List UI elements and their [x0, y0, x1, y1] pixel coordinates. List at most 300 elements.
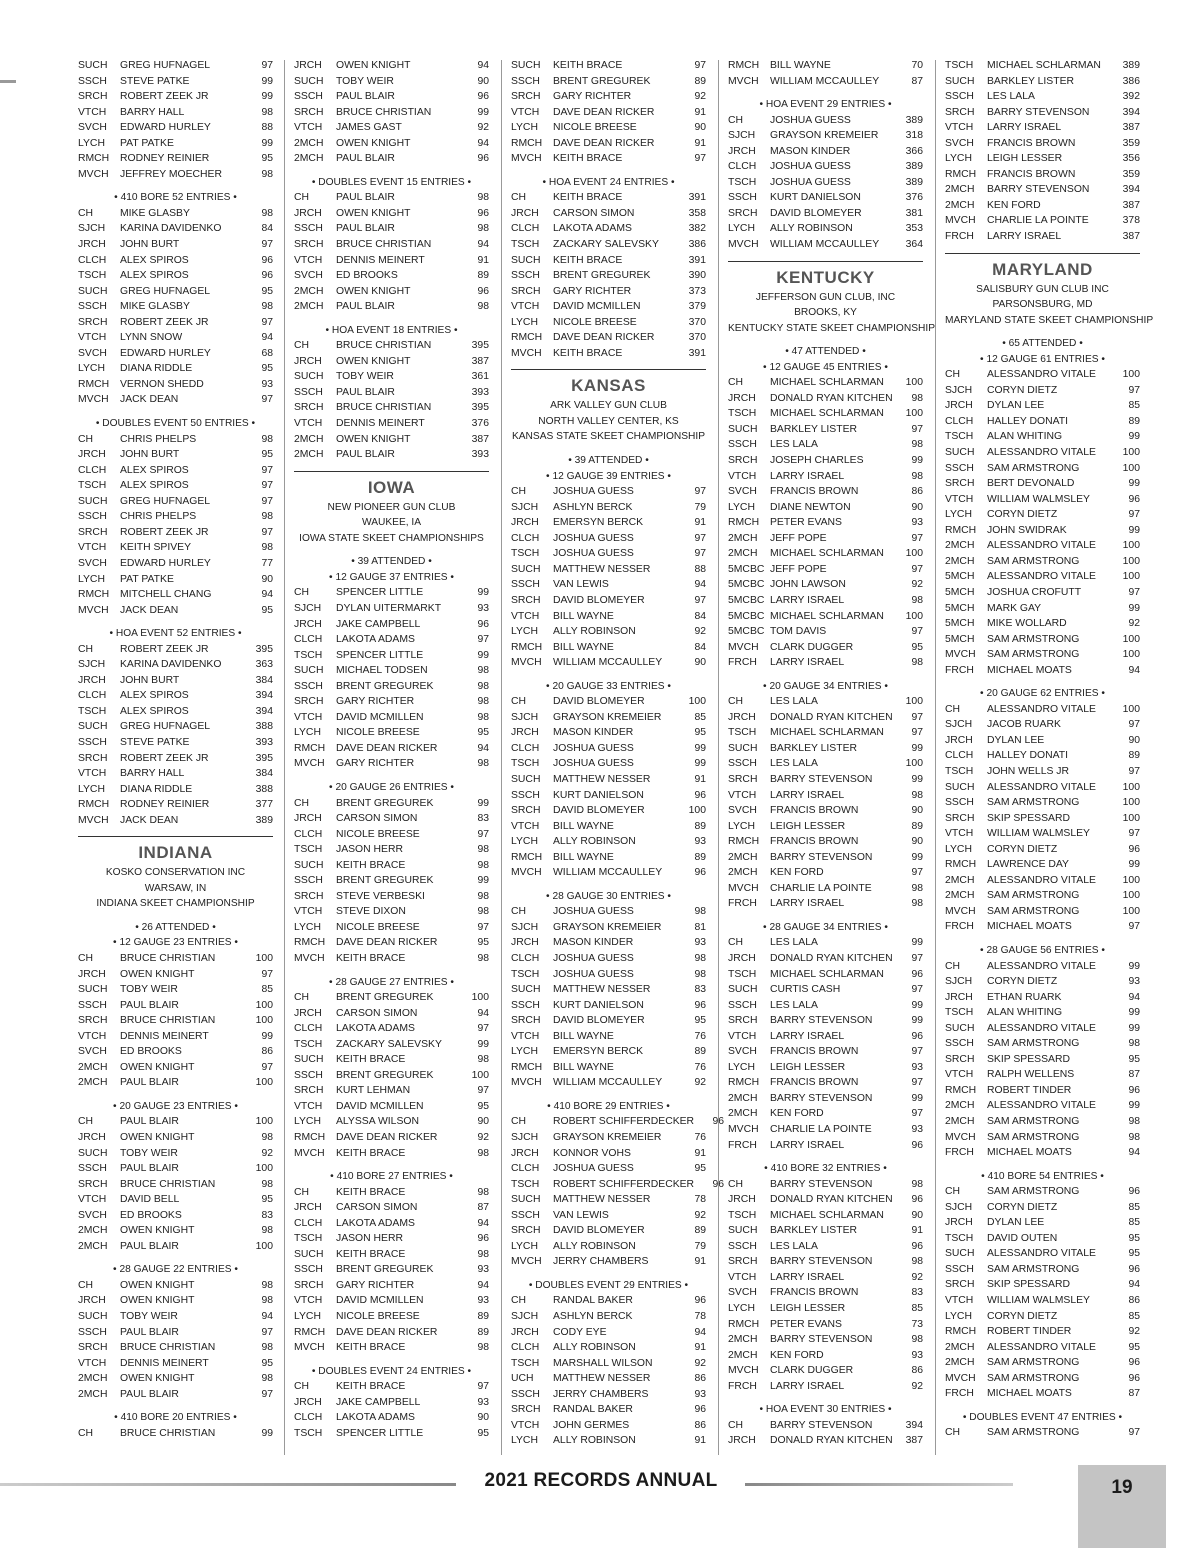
shooter-name: OWEN KNIGHT [120, 1061, 195, 1073]
result-row [728, 850, 923, 866]
result-row [78, 782, 273, 798]
result-row [728, 453, 923, 469]
result-row [294, 663, 489, 679]
class-code: TSCH [294, 844, 323, 856]
result-row [945, 780, 1140, 796]
class-code: CLCH [78, 254, 107, 266]
score: 356 [1122, 153, 1140, 165]
result-row [728, 1418, 923, 1434]
shooter-name: DYLAN LEE [987, 1217, 1045, 1229]
result-row [294, 920, 489, 936]
result-row [78, 797, 273, 813]
score: 83 [911, 1287, 923, 1299]
class-code: FRCH [945, 231, 974, 243]
result-row [294, 221, 489, 237]
result-row [511, 74, 706, 90]
result-row [728, 694, 923, 710]
result-row [511, 330, 706, 346]
score: 87 [1128, 1069, 1140, 1081]
shooter-name: BRUCE CHRISTIAN [120, 1427, 216, 1439]
result-row [294, 796, 489, 812]
score: 318 [905, 130, 923, 142]
class-code: 2MCH [728, 867, 758, 879]
event-heading: • 410 BORE 52 ENTRIES • [114, 192, 237, 204]
event-heading: • 410 BORE 54 ENTRIES • [981, 1170, 1104, 1182]
class-code: TSCH [945, 1007, 974, 1019]
event-heading: • HOA EVENT 29 ENTRIES • [759, 99, 892, 111]
result-row [728, 593, 923, 609]
result-row [728, 624, 923, 640]
score: 97 [1128, 765, 1140, 777]
class-code: LYCH [511, 1240, 538, 1252]
class-code: SSCH [728, 758, 757, 770]
shooter-name: DAVID BLOMEYER [553, 1015, 645, 1027]
shooter-name: ROBERT TINDER [987, 1326, 1072, 1338]
score: 99 [1128, 1007, 1140, 1019]
shooter-name: WILLIAM WALMSLEY [987, 1295, 1090, 1307]
result-row [78, 813, 273, 829]
class-code: VTCH [294, 254, 323, 266]
class-code: 2MCH [945, 1100, 975, 1112]
shooter-name: JOSHUA CROFUTT [987, 586, 1082, 598]
class-code: 5MCH [945, 602, 975, 614]
result-row [294, 58, 489, 74]
class-code: LYCH [728, 1061, 755, 1073]
shooter-name: PAUL BLAIR [120, 1240, 179, 1252]
shooter-name: CHRIS PHELPS [120, 511, 197, 523]
result-row [294, 400, 489, 416]
class-code: SRCH [945, 106, 975, 118]
shooter-name: BARRY STEVENSON [770, 851, 873, 863]
score: 96 [694, 789, 706, 801]
class-code: JRCH [294, 355, 322, 367]
class-code: SSCH [78, 1163, 107, 1175]
shooter-name: SKIP SPESSARD [987, 812, 1070, 824]
shooter-name: KEITH BRACE [336, 1342, 406, 1354]
result-row [728, 221, 923, 237]
result-row [945, 585, 1140, 601]
result-row [945, 1052, 1140, 1068]
score: 88 [694, 563, 706, 575]
shooter-name: WILLIAM MCCAULLEY [553, 657, 663, 669]
shooter-name: JACOB RUARK [987, 719, 1061, 731]
result-row [945, 888, 1140, 904]
score: 98 [477, 906, 489, 918]
state-heading: KENTUCKY [776, 267, 875, 287]
shooter-name: OWEN KNIGHT [120, 1373, 195, 1385]
class-code: SRCH [511, 91, 541, 103]
result-row [728, 1254, 923, 1270]
class-code: SUCH [511, 254, 541, 266]
event-heading: • HOA EVENT 18 ENTRIES • [325, 324, 458, 336]
shooter-name: ALEX SPIROS [120, 270, 189, 282]
result-row [945, 974, 1140, 990]
result-row [511, 640, 706, 656]
shooter-name: BRENT GREGUREK [553, 75, 651, 87]
result-row [945, 811, 1140, 827]
shooter-name: JOSHUA GUESS [553, 1163, 634, 1175]
score: 388 [255, 783, 273, 795]
result-row [78, 1371, 273, 1387]
shooter-name: PAUL BLAIR [336, 91, 395, 103]
score: 99 [1128, 960, 1140, 972]
score: 90 [477, 1412, 489, 1424]
shooter-name: JASON HERR [336, 844, 403, 856]
shooter-name: SPENCER LITTLE [336, 587, 424, 599]
result-row [728, 1029, 923, 1045]
class-code: VTCH [78, 106, 107, 118]
result-row [511, 1340, 706, 1356]
shooter-name: ED BROOKS [336, 270, 398, 282]
result-row [511, 725, 706, 741]
score: 395 [255, 643, 273, 655]
score: 391 [688, 192, 706, 204]
shooter-name: BRUCE CHRISTIAN [336, 402, 432, 414]
class-code: JRCH [78, 674, 106, 686]
result-row [945, 1277, 1140, 1293]
score: 98 [261, 1295, 273, 1307]
result-row [294, 1099, 489, 1115]
result-row [728, 74, 923, 90]
result-row [511, 1239, 706, 1255]
result-row [78, 688, 273, 704]
result-row [511, 268, 706, 284]
result-row [294, 1068, 489, 1084]
class-code: 5MCH [945, 633, 975, 645]
class-code: TSCH [728, 1209, 757, 1221]
result-row [728, 951, 923, 967]
result-row [78, 299, 273, 315]
result-row [511, 850, 706, 866]
class-code: CLCH [511, 742, 540, 754]
shooter-name: ALESSANDRO VITALE [987, 1341, 1096, 1353]
class-code: 5MCH [945, 618, 975, 630]
shooter-name: KURT DANIELSON [553, 999, 644, 1011]
result-row [511, 998, 706, 1014]
score: 394 [905, 1419, 923, 1431]
result-row [945, 476, 1140, 492]
result-row [945, 873, 1140, 889]
class-code: FRCH [945, 1147, 974, 1159]
class-code: MVCH [728, 75, 759, 87]
result-row [945, 1340, 1140, 1356]
result-row [511, 1387, 706, 1403]
shooter-name: ZACKARY SALEVSKY [336, 1038, 442, 1050]
shooter-name: VERNON SHEDD [120, 378, 204, 390]
shooter-name: PAT PATKE [120, 137, 174, 149]
shooter-name: LES LALA [770, 999, 818, 1011]
score: 76 [694, 1061, 706, 1073]
score: 100 [905, 377, 923, 389]
shooter-name: LES LALA [770, 937, 818, 949]
score: 97 [1128, 828, 1140, 840]
shooter-name: SKIP SPESSARD [987, 1279, 1070, 1291]
result-row [945, 733, 1140, 749]
event-heading: • 39 ATTENDED • [568, 455, 649, 467]
result-row [294, 725, 489, 741]
shooter-name: HALLEY DONATI [987, 415, 1069, 427]
result-row [945, 383, 1140, 399]
score: 100 [1122, 905, 1140, 917]
event-heading: • 20 GAUGE 62 ENTRIES • [980, 688, 1105, 700]
result-row [945, 904, 1140, 920]
shooter-name: KEN FORD [770, 867, 824, 879]
shooter-name: LARRY ISRAEL [770, 470, 845, 482]
result-row [945, 919, 1140, 935]
score: 98 [261, 1279, 273, 1291]
result-row [945, 1309, 1140, 1325]
result-row [294, 1325, 489, 1341]
event-heading: • 12 GAUGE 39 ENTRIES • [546, 470, 671, 482]
class-code: SRCH [78, 752, 108, 764]
class-code: LYCH [294, 727, 321, 739]
class-code: RMCH [945, 1326, 977, 1338]
score: 391 [688, 254, 706, 266]
class-code: SJCH [294, 602, 322, 614]
shooter-name: JOSHUA GUESS [553, 968, 634, 980]
result-row [511, 1029, 706, 1045]
class-code: LYCH [728, 223, 755, 235]
class-code: JRCH [511, 207, 539, 219]
score: 86 [911, 486, 923, 498]
result-row [945, 58, 1140, 74]
result-row [945, 461, 1140, 477]
score: 99 [1128, 524, 1140, 536]
shooter-name: STEVE PATKE [120, 75, 190, 87]
score: 98 [694, 906, 706, 918]
class-code: JRCH [294, 618, 322, 630]
score: 98 [911, 898, 923, 910]
class-code: SSCH [294, 1069, 323, 1081]
score: 99 [1128, 1100, 1140, 1112]
section-rule [728, 261, 923, 262]
score: 95 [1128, 1053, 1140, 1065]
score: 98 [477, 680, 489, 692]
score: 95 [1128, 1248, 1140, 1260]
shooter-name: EDWARD HURLEY [120, 557, 211, 569]
score: 98 [261, 207, 273, 219]
class-code: MVCH [294, 952, 325, 964]
class-code: VTCH [78, 542, 107, 554]
result-row [511, 655, 706, 671]
class-code: TSCH [294, 1427, 323, 1439]
class-code: JRCH [78, 449, 106, 461]
score: 92 [694, 1357, 706, 1369]
shooter-name: GREG HUFNAGEL [120, 495, 211, 507]
class-code: SUCH [294, 371, 324, 383]
shooter-name: BARRY STEVENSON [770, 1178, 873, 1190]
score: 90 [261, 573, 273, 585]
shooter-name: MIKE GLASBY [120, 301, 190, 313]
score: 83 [261, 1209, 273, 1221]
class-code: RMCH [294, 1326, 326, 1338]
class-code: VTCH [78, 1357, 107, 1369]
score: 100 [255, 952, 273, 964]
score: 96 [477, 207, 489, 219]
class-code: SRCH [728, 1256, 758, 1268]
result-row [511, 834, 706, 850]
score: 96 [712, 1178, 725, 1190]
result-row [294, 1200, 489, 1216]
result-row [294, 873, 489, 889]
shooter-name: CARSON SIMON [336, 1007, 418, 1019]
result-row [945, 702, 1140, 718]
score: 99 [911, 1092, 923, 1104]
result-row [511, 89, 706, 105]
score: 99 [911, 937, 923, 949]
shooter-name: JOSHUA GUESS [553, 742, 634, 754]
result-row [945, 1083, 1140, 1099]
score: 92 [694, 1077, 706, 1089]
result-row [945, 1386, 1140, 1402]
result-row [728, 1138, 923, 1154]
result-row [78, 556, 273, 572]
result-row [511, 1161, 706, 1177]
result-row [78, 1278, 273, 1294]
event-heading: • DOUBLES EVENT 15 ENTRIES • [311, 176, 472, 188]
result-row [294, 1083, 489, 1099]
shooter-name: OWEN KNIGHT [336, 137, 411, 149]
class-code: VTCH [294, 418, 323, 430]
event-heading: • 20 GAUGE 33 ENTRIES • [546, 680, 671, 692]
shooter-name: VAN LEWIS [553, 579, 609, 591]
result-row [294, 416, 489, 432]
state-heading: IOWA [367, 477, 416, 497]
result-row [294, 904, 489, 920]
result-row [511, 562, 706, 578]
event-heading: • 28 GAUGE 34 ENTRIES • [763, 921, 888, 933]
result-row [945, 429, 1140, 445]
result-row [78, 346, 273, 362]
event-info-line: BROOKS, KY [794, 307, 857, 319]
class-code: SVCH [294, 270, 323, 282]
shooter-name: BRUCE CHRISTIAN [336, 106, 432, 118]
score: 98 [477, 859, 489, 871]
class-code: SSCH [945, 1038, 974, 1050]
score: 100 [255, 999, 273, 1011]
result-row [78, 1387, 273, 1403]
result-row [78, 74, 273, 90]
event-heading: • HOA EVENT 52 ENTRIES • [109, 628, 242, 640]
event-heading: • 12 GAUGE 61 ENTRIES • [980, 353, 1105, 365]
class-code: LYCH [511, 316, 538, 328]
shooter-name: DYLAN LEE [987, 400, 1045, 412]
shooter-name: KEITH BRACE [336, 1054, 406, 1066]
column-divider [501, 60, 502, 1455]
class-code: JRCH [294, 1202, 322, 1214]
shooter-name: TOBY WEIR [120, 1311, 178, 1323]
score: 98 [694, 968, 706, 980]
event-heading: • DOUBLES EVENT 50 ENTRIES • [95, 418, 256, 430]
class-code: VTCH [78, 1030, 107, 1042]
class-code: LYCH [78, 137, 105, 149]
score: 379 [688, 301, 706, 313]
class-code: SRCH [728, 455, 758, 467]
shooter-name: ROBERT ZEEK JR [120, 643, 209, 655]
shooter-name: KEITH BRACE [336, 952, 406, 964]
shooter-name: JACK DEAN [120, 604, 179, 616]
score: 99 [911, 742, 923, 754]
result-row [728, 710, 923, 726]
class-code: SUCH [78, 984, 108, 996]
score: 99 [1128, 478, 1140, 490]
result-row [511, 1293, 706, 1309]
result-row [294, 1278, 489, 1294]
shooter-name: BARKLEY LISTER [770, 423, 858, 435]
class-code: SUCH [78, 1311, 108, 1323]
result-row [945, 445, 1140, 461]
score: 394 [255, 690, 273, 702]
shooter-name: LES LALA [770, 1240, 818, 1252]
class-code: SUCH [78, 495, 108, 507]
class-code: SJCH [511, 921, 539, 933]
result-row [945, 717, 1140, 733]
shooter-name: MICHAEL SCHLARMAN [770, 968, 884, 980]
result-row [78, 392, 273, 408]
class-code: 2MCH [945, 890, 975, 902]
class-code: SSCH [945, 91, 974, 103]
class-code: 5MCBC [728, 594, 765, 606]
result-row [78, 1192, 273, 1208]
result-row [294, 1185, 489, 1201]
shooter-name: CARSON SIMON [336, 813, 418, 825]
class-code: SUCH [945, 781, 975, 793]
score: 86 [1128, 1295, 1140, 1307]
score: 78 [694, 1311, 706, 1323]
shooter-name: CARSON SIMON [553, 207, 635, 219]
class-code: CH [78, 207, 94, 219]
shooter-name: PAUL BLAIR [120, 1116, 179, 1128]
class-code: 2MCH [294, 285, 324, 297]
result-row [78, 603, 273, 619]
result-row [728, 1122, 923, 1138]
score: 98 [911, 470, 923, 482]
score: 96 [477, 1233, 489, 1245]
class-code: VTCH [945, 122, 974, 134]
score: 98 [477, 844, 489, 856]
class-code: SSCH [294, 875, 323, 887]
score: 83 [477, 813, 489, 825]
shooter-name: FRANCIS BROWN [770, 805, 859, 817]
result-row [294, 1231, 489, 1247]
shooter-name: BRUCE CHRISTIAN [120, 1015, 216, 1027]
class-code: JRCH [945, 1217, 973, 1229]
shooter-name: KEITH BRACE [336, 1186, 406, 1198]
score: 93 [911, 1061, 923, 1073]
result-row [78, 673, 273, 689]
shooter-name: SPENCER LITTLE [336, 1427, 424, 1439]
score: 70 [911, 60, 923, 71]
shooter-name: JOHN BURT [120, 674, 180, 686]
class-code: SVCH [728, 1287, 757, 1299]
result-row [294, 253, 489, 269]
result-row [511, 1114, 725, 1130]
score: 98 [911, 1256, 923, 1268]
shooter-name: BRUCE CHRISTIAN [336, 239, 432, 251]
class-code: TSCH [728, 727, 757, 739]
score: 95 [477, 1100, 489, 1112]
score: 393 [471, 386, 489, 398]
result-row [728, 391, 923, 407]
shooter-name: OWEN KNIGHT [120, 968, 195, 980]
shooter-name: DYLAN UITERMARKT [336, 602, 442, 614]
shooter-name: NICOLE BREESE [336, 727, 420, 739]
result-row [511, 865, 706, 881]
class-code: CLCH [294, 1412, 323, 1424]
result-row [945, 601, 1140, 617]
class-code: SSCH [511, 75, 540, 87]
result-row [511, 904, 706, 920]
